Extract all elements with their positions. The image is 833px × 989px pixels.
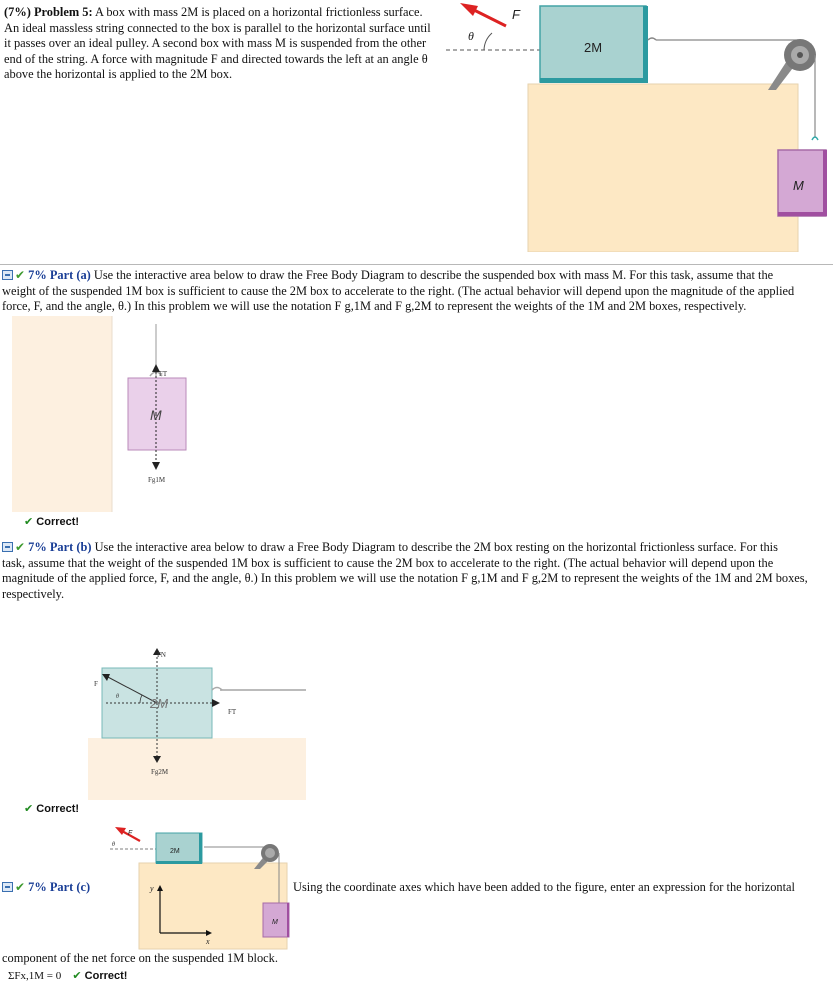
fbd-a-weight-label: Fg1M <box>148 476 166 484</box>
problem-text-4: end of the string. A force with magnitude F and directed towards the left at an angle θ <box>4 51 428 66</box>
fbd-a-box-label: M <box>150 407 162 423</box>
fbd-b-angle-label: θ <box>116 694 119 700</box>
fbd-a-canvas <box>8 314 308 514</box>
part-b-feedback <box>24 802 79 815</box>
part-c-check-icon: ✔ <box>15 880 26 894</box>
part-c-answer: ΣFx,1M = 0 <box>8 970 62 982</box>
part-c-y-axis-label: y <box>150 884 154 893</box>
part-a-line-3: force, F, and the angle, θ.) In this problem we will use the notation F g,1M and F g,2M to represent the weights of the 1M and 2M boxes, respectively. <box>2 299 747 314</box>
fbd-b-weight-label: Fg2M <box>151 768 169 776</box>
part-c-figure <box>104 823 294 951</box>
main-box-m-label: M <box>793 178 804 193</box>
problem-label: Problem 5: <box>33 5 93 19</box>
collapse-part-c-icon[interactable] <box>2 882 13 892</box>
part-b-title: 7% Part (b) <box>28 540 92 554</box>
part-c-angle-label: θ <box>112 842 115 848</box>
part-b-line-3: magnitude of the applied force, F, and the angle, θ.) In this problem we will use the notation F g,1M and F g,2M to represent the weights of the 1M and 2M boxes, <box>2 571 808 586</box>
part-b-correct-icon: ✔ <box>24 802 34 815</box>
part-a-line-2: weight of the suspended 1M box is sufficient to cause the 2M box to accelerate to the right. (The actual behavior will depend upon the magnitude of the applied <box>2 283 795 298</box>
problem-statement <box>4 5 449 83</box>
part-b-line-2: task, assume that the weight of the suspended 1M box is sufficient to cause the 2M box to accelerate to the right. (The actual behavior will depend upon the <box>2 555 774 570</box>
part-c-feedback <box>72 970 127 982</box>
fbd-b-force-label: F <box>94 680 98 688</box>
fbd-b-box-label: 2M <box>150 696 169 711</box>
fbd-a-area[interactable] <box>8 314 308 514</box>
part-c-answer-row <box>8 968 127 985</box>
problem-text-3: it passes over an ideal pulley. A second box with mass M is suspended from the other <box>4 36 427 51</box>
part-c-box-2m-label: 2M <box>170 848 180 855</box>
part-c-force-label: F <box>128 830 133 837</box>
problem-text-5: above the horizontal is applied to the 2M box. <box>4 67 233 82</box>
part-c-title: 7% Part (c) <box>28 880 91 894</box>
part-c-header <box>2 880 90 896</box>
force-arrow <box>472 9 506 26</box>
part-b-check-icon: ✔ <box>15 540 26 554</box>
part-b-text <box>2 540 830 602</box>
collapse-part-b-icon[interactable] <box>2 542 13 552</box>
part-a-title: 7% Part (a) <box>28 268 91 282</box>
main-angle-label: θ <box>468 29 474 43</box>
main-box-2m-label: 2M <box>584 40 603 55</box>
fbd-a-tension-label: FT <box>159 370 168 378</box>
collapse-part-a-icon[interactable] <box>2 270 13 280</box>
part-b-feedback-text: Correct! <box>36 803 80 815</box>
part-a-feedback <box>24 515 79 528</box>
fbd-b-area[interactable] <box>80 640 310 802</box>
fbd-b-normal-label: FN <box>157 651 166 659</box>
main-figure <box>440 0 833 252</box>
fbd-b-table <box>88 738 306 800</box>
part-b-line-4: respectively. <box>2 586 65 601</box>
part-a-text <box>2 268 830 315</box>
problem-text-1: A box with mass 2M is placed on a horizontal frictionless surface. <box>95 5 423 19</box>
part-a-check-icon: ✔ <box>15 268 26 282</box>
main-force-label: F <box>512 7 520 22</box>
part-a-feedback-text: Correct! <box>36 516 80 528</box>
fbd-b-canvas <box>80 640 310 802</box>
problem-line-1 <box>4 5 449 21</box>
part-c-box-m-label: M <box>272 919 278 926</box>
part-c-x-axis-label: x <box>206 937 210 946</box>
table-surface <box>528 84 798 252</box>
part-c-feedback-text: Correct! <box>84 970 128 982</box>
problem-percent: (7%) <box>4 5 31 19</box>
problem-text-2: An ideal massless string connected to the box is parallel to the horizontal surface until <box>4 20 431 35</box>
part-c-line-below: component of the net force on the suspended 1M block. <box>2 951 278 965</box>
part-a-line-1: Use the interactive area below to draw the Free Body Diagram to describe the suspended box with mass M. For this task, assume that the <box>93 268 774 282</box>
part-b-line-1: Use the interactive area below to draw a Free Body Diagram to describe the 2M box resting on the horizontal frictionless surface. For this <box>94 540 778 554</box>
part-c-line-right: Using the coordinate axes which have been added to the figure, enter an expression for the horizontal <box>293 880 795 894</box>
fbd-b-tension-label: FT <box>228 708 237 716</box>
part-a-correct-icon: ✔ <box>24 515 34 528</box>
part-c-correct-icon: ✔ <box>72 969 82 982</box>
